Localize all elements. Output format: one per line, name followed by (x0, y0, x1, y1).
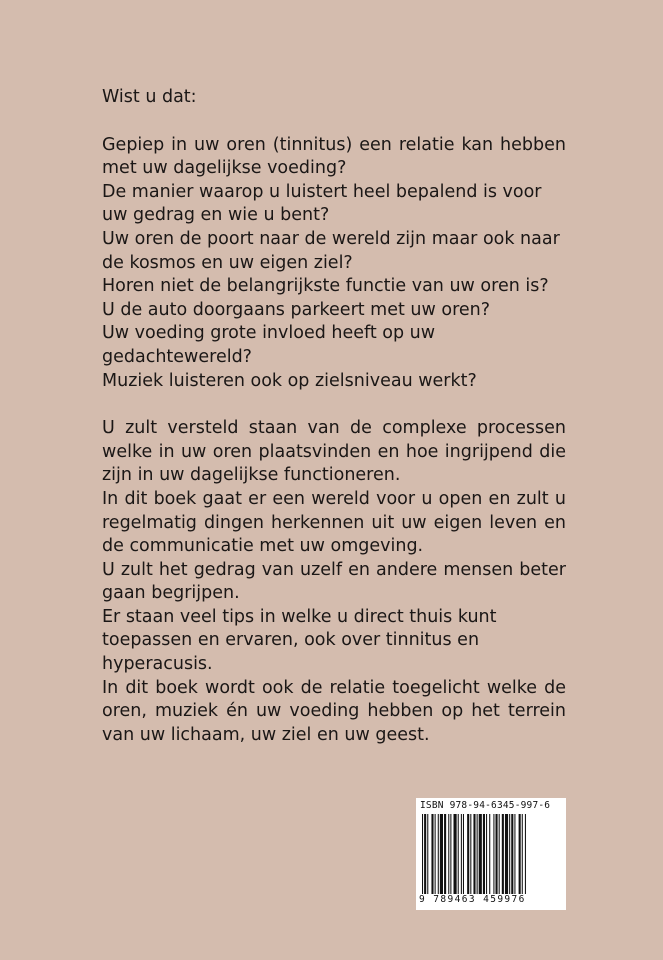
question-item: De manier waarop u luistert heel bepalend is voor uw gedrag en wie u bent? (102, 181, 542, 226)
barcode-bar (467, 814, 469, 894)
question-list (102, 134, 566, 394)
body-paragraph: In dit boek wordt ook de relatie toegelicht welke de oren, muziek én uw voeding hebben op het terrein van uw lichaam, uw ziel en uw geest. (102, 677, 566, 745)
spacer (102, 110, 566, 134)
heading: Wist u dat: (102, 87, 197, 107)
barcode-bar (522, 814, 523, 894)
isbn-label: ISBN 978-94-6345-997-6 (420, 800, 551, 811)
body-paragraph: U zult het gedrag van uzelf en andere mensen beter gaan begrijpen. (102, 559, 566, 604)
question-item: Muziek luisteren ook op zielsniveau werkt? (102, 370, 477, 391)
barcode-bar (470, 814, 471, 894)
barcode-bar (454, 814, 457, 894)
barcode-bar (440, 814, 443, 894)
question-item: Gepiep in uw oren (tinnitus) een relatie kan hebben met uw dagelijkse voeding? (102, 134, 566, 179)
barcode-bar (461, 814, 462, 894)
barcode-bar (477, 814, 478, 894)
barcode-bar (483, 814, 485, 894)
barcode-icon (422, 814, 560, 894)
barcode-bar (505, 814, 508, 894)
barcode-bar (458, 814, 459, 894)
barcode-bar (473, 814, 475, 894)
barcode-bar (496, 814, 498, 894)
barcode-bar (486, 814, 487, 894)
barcode-bar (499, 814, 500, 894)
barcode-digits: 9 789463 459976 (419, 894, 526, 905)
barcode-bar (479, 814, 482, 894)
barcode-bar (422, 814, 423, 894)
barcode-bar (444, 814, 446, 894)
body-paragraph: Er staan veel tips in welke u direct thuis kunt toepassen en ervaren, ook over tinnitus en hyperacusis. (102, 606, 497, 675)
barcode-bar (450, 814, 451, 894)
barcode-bar (525, 814, 526, 894)
barcode-bar (427, 814, 428, 894)
body-paragraphs (102, 417, 566, 747)
barcode-bar (448, 814, 449, 894)
question-item: Uw oren de poort naar de wereld zijn maar ook naar de kosmos en uw eigen ziel? (102, 228, 560, 273)
body-paragraph: U zult versteld staan van de complexe processen welke in uw oren plaatsvinden en hoe ingrijpend die zijn in uw dagelijkse functioneren. (102, 418, 566, 486)
body-paragraph: In dit boek gaat er een wereld voor u open en zult u regelmatig dingen herkennen uit uw eigen leven en de communicatie met uw omgeving. (102, 488, 566, 557)
barcode-bar (519, 814, 521, 894)
barcode-bar (511, 814, 513, 894)
barcode-bar (438, 814, 439, 894)
barcode-bar (431, 814, 433, 894)
back-cover-text (102, 86, 566, 747)
barcode-bar (493, 814, 494, 894)
barcode-bar (463, 814, 464, 894)
isbn-barcode (416, 798, 566, 910)
barcode-bar (509, 814, 510, 894)
question-item: Horen niet de belangrijkste functie van uw oren is? (102, 276, 549, 297)
barcode-bar (502, 814, 504, 894)
barcode-bar (514, 814, 515, 894)
spacer (102, 393, 566, 417)
question-item: U de auto doorgaans parkeert met uw oren? (102, 299, 491, 320)
barcode-bar (435, 814, 436, 894)
question-item: Uw voeding grote invloed heeft op uw gedachtewereld? (102, 323, 436, 367)
barcode-bar (489, 814, 490, 894)
barcode-bar (424, 814, 426, 894)
